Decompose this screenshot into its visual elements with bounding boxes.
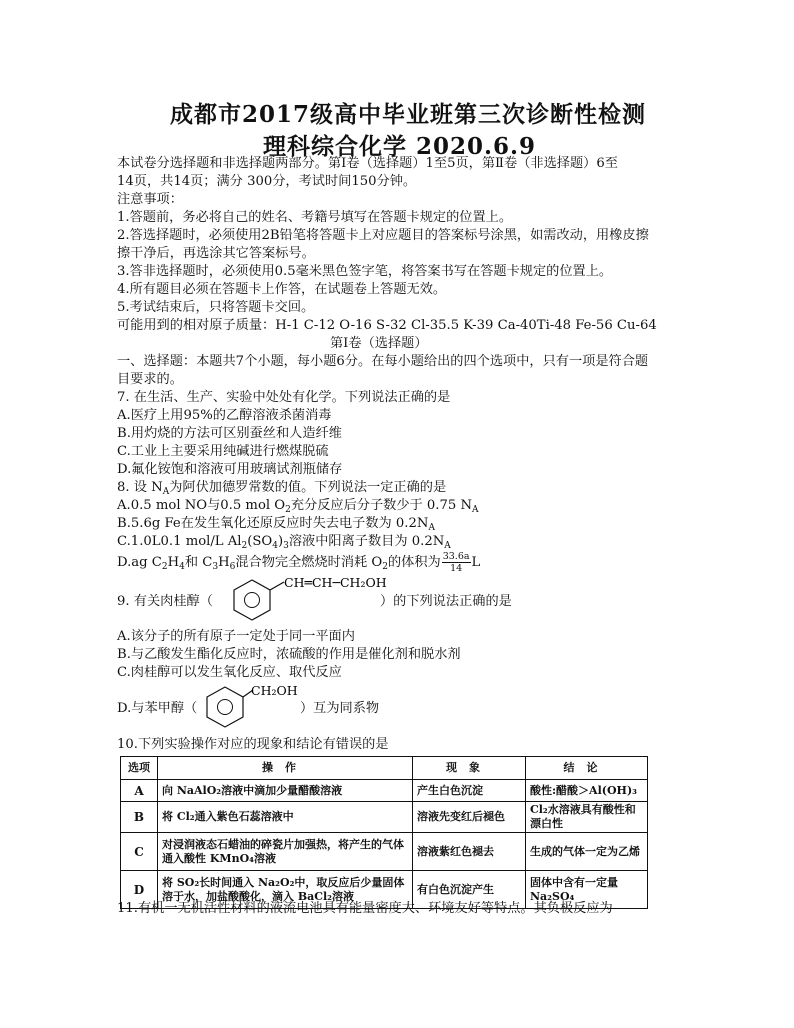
question-stem: 7. 在生活、生产、实验中处处有化学。下列说法正确的是	[117, 390, 451, 405]
phenomenon-cell: 溶液先变红后褪色	[413, 802, 526, 833]
notice-item: 4.所有题目必须在答题卡上作答，在试题卷上答题无效。	[117, 282, 447, 297]
option: C.肉桂醇可以发生氧化反应、取代反应	[117, 665, 342, 680]
option: B.5.6g Fe在发生氧化还原反应时失去电子数为 $0.2N_A$	[117, 516, 435, 533]
notice-item: 2.答选择题时，必须使用2B铅笔将答题卡上对应题目的答案标号涂黑，如需改动，用橡皮擦	[117, 228, 649, 243]
table-header-row	[121, 757, 648, 780]
phenomenon-cell: 产生白色沉淀	[413, 780, 526, 802]
notice-item: 5.考试结束后，只将答题卡交回。	[117, 300, 315, 315]
operation-cell: 对浸润液态石蜡油的碎瓷片加强热，将产生的气体通入酸性 KMnO₄溶液	[158, 833, 413, 871]
column-header: 现象	[413, 757, 526, 780]
section-instructions: 目要求的。	[117, 372, 183, 387]
option-key: D	[121, 871, 158, 909]
intro-line: 本试卷分选择题和非选择题两部分。第Ⅰ卷（选择题）1至5页，第Ⅱ卷（非选择题）6至	[117, 156, 618, 171]
notice-item: 擦干净后，再选涂其它答案标号。	[117, 246, 315, 261]
option: A.医疗上用95%的乙醇溶液杀菌消毒	[117, 408, 332, 423]
option: C.1.0L0.1 mol/L $Al_2(SO_4)_3$溶液中阳离子数目为 $0.2N_A$	[117, 534, 451, 551]
structure-label: CH═CH─CH₂OH	[284, 575, 387, 590]
conclusion-cell: Cl₂水溶液具有酸性和漂白性	[526, 802, 648, 833]
conclusion-cell: 酸性:醋酸＞Al(OH)₃	[526, 780, 648, 802]
exam-subtitle: 理科综合化学 2020.6.9	[263, 133, 537, 160]
operation-cell: 将 Cl₂通入紫色石蕊溶液中	[158, 802, 413, 833]
option: D.ag $C_2H_4$和 $C_3H_6$混合物完全燃烧时消耗 $O_2$的体积为 $\frac{33.6a}{14}$ L	[117, 551, 481, 574]
option: A.该分子的所有原子一定处于同一平面内	[117, 629, 355, 644]
option-key: B	[121, 802, 158, 833]
option: C.工业上主要采用纯碱进行燃煤脱硫	[117, 444, 329, 459]
option: A.0.5 mol NO与0.5 mol $O_2$充分反应后分子数少于 0.75 $N_A$	[117, 498, 479, 515]
atomic-masses: 可能用到的相对原子质量：H-1 C-12 O-16 S-32 Cl-35.5 K-39 Ca-40Ti-48 Fe-56 Cu-64	[117, 318, 657, 333]
question-stem: 11.有机一无机活性材料的液流电池具有能量密度大、环境友好等特点。其负极反应为	[117, 901, 613, 916]
table-row	[121, 780, 648, 802]
option-key: A	[121, 780, 158, 802]
phenomenon-cell: 有白色沉淀产生	[413, 871, 526, 909]
column-header: 操作	[158, 757, 413, 780]
question-stem: 8. 设 $N_A$为阿伏加德罗常数的值。下列说法一定正确的是	[117, 480, 447, 497]
table-row	[121, 833, 648, 871]
exam-title: 成都市2017级高中毕业班第三次诊断性检测	[170, 101, 647, 128]
operation-cell: 向 NaAlO₂溶液中滴加少量醋酸溶液	[158, 780, 413, 802]
column-header: 结论	[526, 757, 648, 780]
section-instructions: 一、选择题：本题共7个小题，每小题6分。在每小题给出的四个选项中，只有一项是符合题	[117, 354, 649, 369]
option: B.用灼烧的方法可区别蚕丝和人造纤维	[117, 426, 342, 441]
option-key: C	[121, 833, 158, 871]
question-stem: ）的下列说法正确的是	[380, 594, 512, 609]
conclusion-cell: 生成的气体一定为乙烯	[526, 833, 648, 871]
structure-label: CH₂OH	[251, 683, 298, 698]
question-stem: 10.下列实验操作对应的现象和结论有错误的是	[117, 737, 389, 752]
option: ）互为同系物	[300, 701, 380, 716]
option: D.与苯甲醇（	[117, 701, 198, 716]
section-heading: 第Ⅰ卷（选择题）	[330, 336, 428, 351]
phenomenon-cell: 溶液紫红色褪去	[413, 833, 526, 871]
intro-line: 14页，共14页；满分 300分，考试时间150分钟。	[117, 174, 417, 189]
notice-heading: 注意事项：	[117, 192, 183, 207]
column-header: 选项	[121, 757, 158, 780]
experiment-table	[120, 756, 648, 909]
notice-item: 3.答非选择题时，必须使用0.5毫米黑色签字笔，将答案书写在答题卡规定的位置上。	[117, 264, 613, 279]
benzyl-alcohol-structure	[193, 680, 303, 730]
option: B.与乙酸发生酯化反应时，浓硫酸的作用是催化剂和脱水剂	[117, 647, 461, 662]
table-row	[121, 802, 648, 833]
notice-item: 1.答题前，务必将自己的姓名、考籍号填写在答题卡规定的位置上。	[117, 210, 513, 225]
fraction: $\frac{33.6a}{14}$	[442, 551, 470, 574]
question-stem: 9. 有关肉桂醇（	[117, 594, 213, 609]
option: D.氟化铵饱和溶液可用玻璃试剂瓶储存	[117, 462, 343, 477]
operation-cell: 将 SO₂长时间通入 Na₂O₂中，取反应后少量固体溶于水，加盐酸酸化，滴入 BaCl₂溶液	[158, 871, 413, 909]
cinnamyl-alcohol-structure	[212, 574, 387, 622]
conclusion-cell: 固体中含有一定量 Na₂SO₄	[526, 871, 648, 909]
